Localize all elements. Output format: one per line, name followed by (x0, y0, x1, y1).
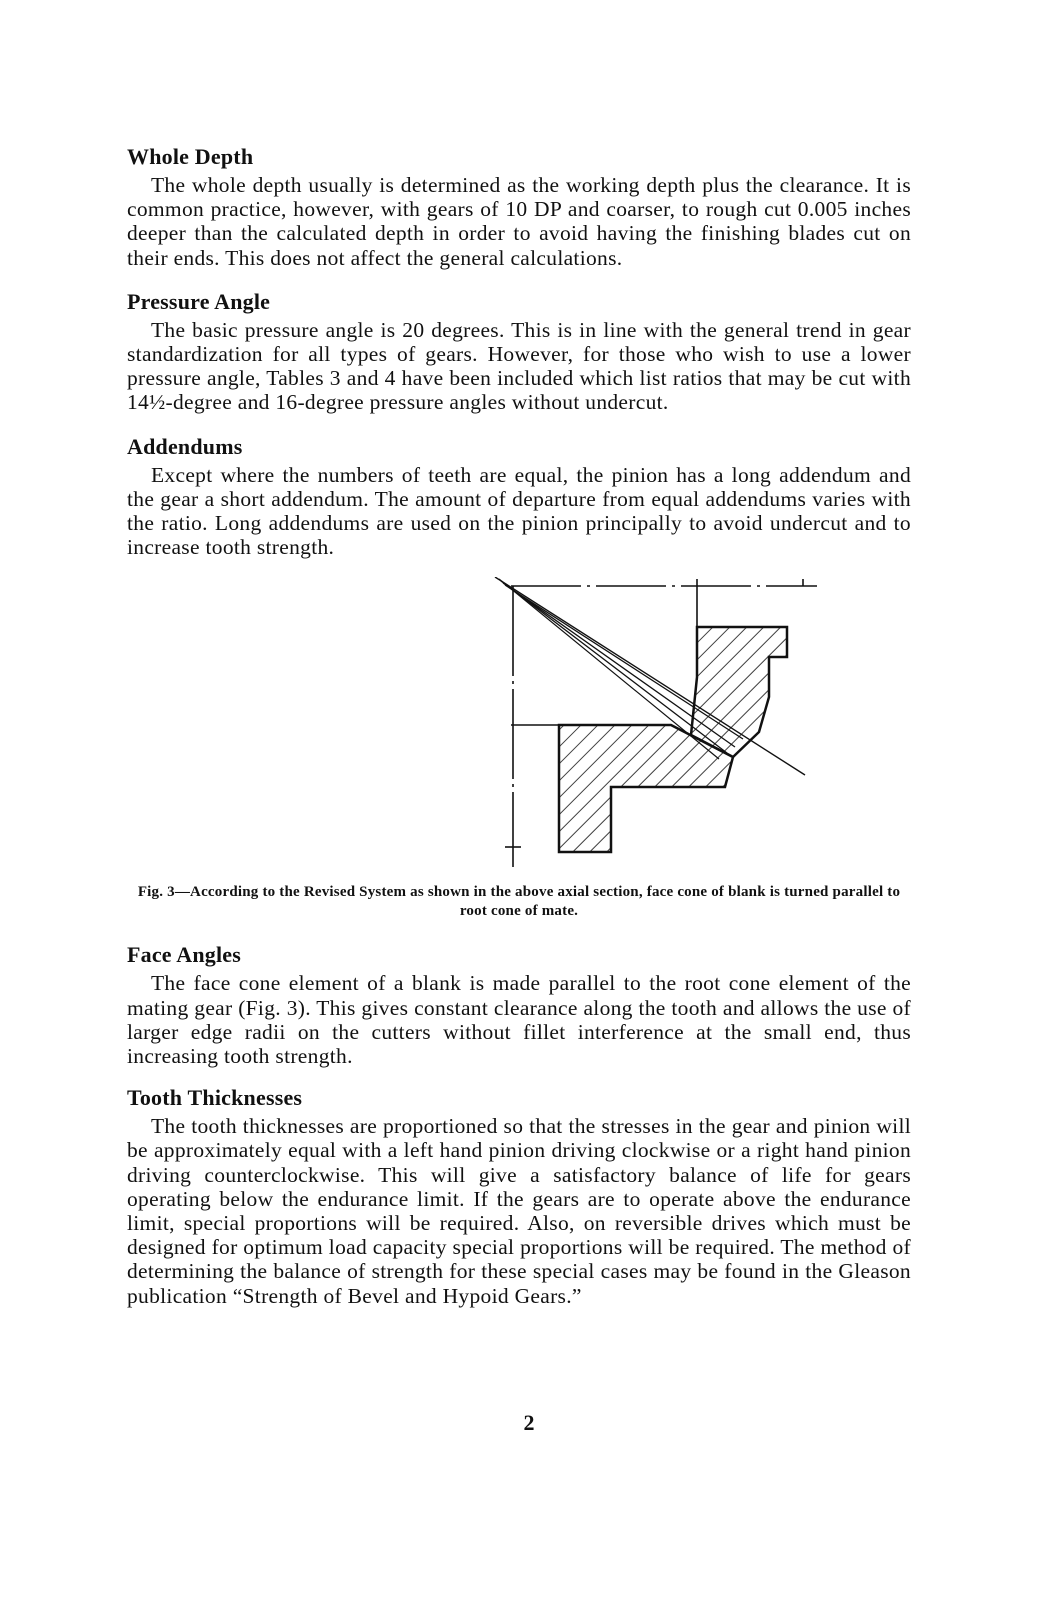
section-heading: Whole Depth (127, 144, 254, 169)
section-paragraph: The whole depth usually is determined as the working depth plus the clearance. It is common practice, however, with gears of 10 DP and coarser, to rough cut 0.005 inches deeper than the calculated depth in order to avoid having the finishing blades cut on their ends. This does not affect the general calculations. (127, 173, 911, 270)
gear-axial-section-diagram (355, 577, 825, 877)
section-face-angles (127, 941, 911, 1068)
page-number: 2 (523, 1410, 535, 1435)
section-paragraph: The basic pressure angle is 20 degrees. This is in line with the general trend in gear standardization for all types of gears. However, for those who wish to use a lower pressure angle, Tables 3 and 4 have been included which list ratios that may be cut with 14½-degree and 16-degree pressure angles without undercut. (127, 317, 911, 415)
section-heading: Face Angles (127, 942, 242, 968)
gear-section (559, 725, 733, 852)
section-paragraph: Except where the numbers of teeth are equal, the pinion has a long addendum and the gear a short addendum. The amount of departure from equal addendums varies with the ratio. Long addendums are used on the pinion principally to avoid undercut and to increase tooth strength. (127, 462, 911, 560)
section-tooth-thicknesses (127, 1084, 911, 1308)
page-content (127, 143, 911, 1308)
section-heading: Pressure Angle (127, 288, 271, 314)
section-pressure-angle (127, 288, 911, 415)
section-heading: Tooth Thicknesses (127, 1085, 303, 1111)
section-heading: Addendums (127, 433, 243, 459)
section-whole-depth (127, 143, 911, 270)
section-paragraph: The tooth thicknesses are proportioned so that the stresses in the gear and pinion will be approximately equal with a left hand pinion driving clockwise or a right hand pinion driving counterclockwise. This will give a satisfactory balance of life for gears operating below the endurance limit. If the gears are to operate above the endurance limit, special proportions will be required. Also, on reversible drives which must be designed for optimum load capacity special proportions will be required. The method of determining the balance of strength for these special cases may be found in the Gleason publication “Strength of Bevel and Hypoid Gears.” (127, 1114, 911, 1308)
pinion-section (691, 627, 787, 757)
section-addendums (127, 433, 911, 560)
figure-axial-section (127, 577, 911, 877)
section-paragraph: The face cone element of a blank is made parallel to the root cone element of the mating gear (Fig. 3). This gives constant clearance along the tooth and allows the use of larger edge radii on the cutters without fillet interference at the small end, thus increasing tooth strength. (127, 971, 911, 1069)
figure-caption: Fig. 3—According to the Revised System as shown in the above axial section, face cone of blank is turned parallel to root cone of mate. (137, 884, 901, 920)
